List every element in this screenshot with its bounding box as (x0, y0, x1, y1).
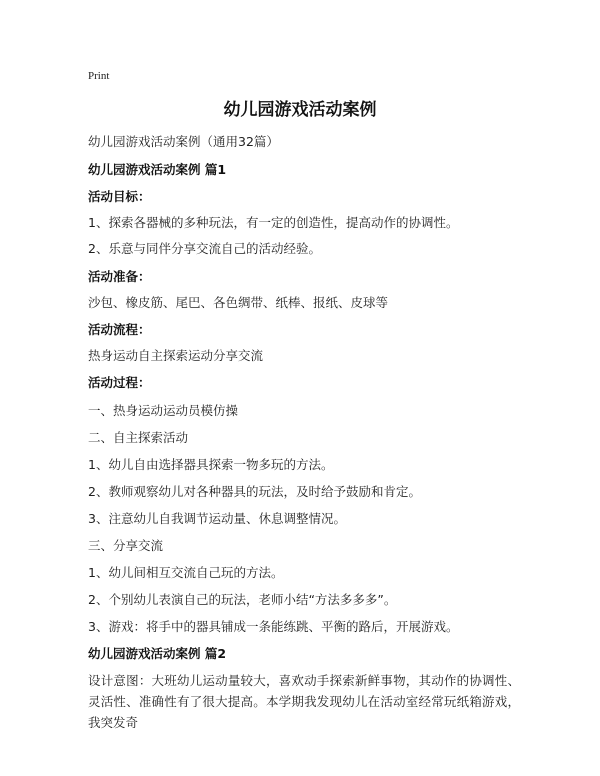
section-2-paragraph: 设计意图：大班幼儿运动量较大，喜欢动手探索新鲜事物，其动作的协调性、灵活性、准确性有了很大提高。本学期我发现幼儿在活动室经常玩纸箱游戏，我突发奇 (88, 673, 520, 730)
process-item: 3、游戏：将手中的器具铺成一条能练跳、平衡的路后，开展游戏。 (88, 619, 459, 634)
process-item: 二、自主探索活动 (88, 430, 189, 445)
process-item: 2、教师观察幼儿对各种器具的玩法，及时给予鼓励和肯定。 (88, 484, 421, 499)
goal-item: 1、探索各器械的多种玩法，有一定的创造性，提高动作的协调性。 (88, 215, 459, 230)
goal-heading: 活动目标： (88, 189, 151, 204)
document-subtitle: 幼儿园游戏活动案例（通用32篇） (88, 134, 279, 149)
process-heading: 活动过程： (88, 375, 151, 390)
section-heading-1: 幼儿园游戏活动案例 篇1 (88, 162, 227, 177)
document-title: 幼儿园游戏活动案例 (223, 100, 377, 120)
print-link[interactable]: Print (88, 70, 110, 82)
prep-text: 沙包、橡皮筋、尾巴、各色绸带、纸棒、报纸、皮球等 (88, 295, 389, 310)
process-item: 三、分享交流 (88, 538, 164, 553)
flow-text: 热身运动自主探索运动分享交流 (88, 348, 264, 363)
process-item: 一、热身运动运动员模仿操 (88, 403, 239, 418)
process-item: 1、幼儿自由选择器具探索一物多玩的方法。 (88, 457, 334, 472)
prep-heading: 活动准备： (88, 269, 151, 284)
flow-heading: 活动流程： (88, 322, 151, 337)
goal-item: 2、乐意与同伴分享交流自己的活动经验。 (88, 241, 321, 256)
section-heading-2: 幼儿园游戏活动案例 篇2 (88, 646, 227, 661)
process-item: 3、注意幼儿自我调节运动量、休息调整情况。 (88, 511, 346, 526)
process-item: 1、幼儿间相互交流自己玩的方法。 (88, 565, 284, 580)
process-item: 2、个别幼儿表演自己的玩法，老师小结“方法多多多”。 (88, 592, 397, 607)
